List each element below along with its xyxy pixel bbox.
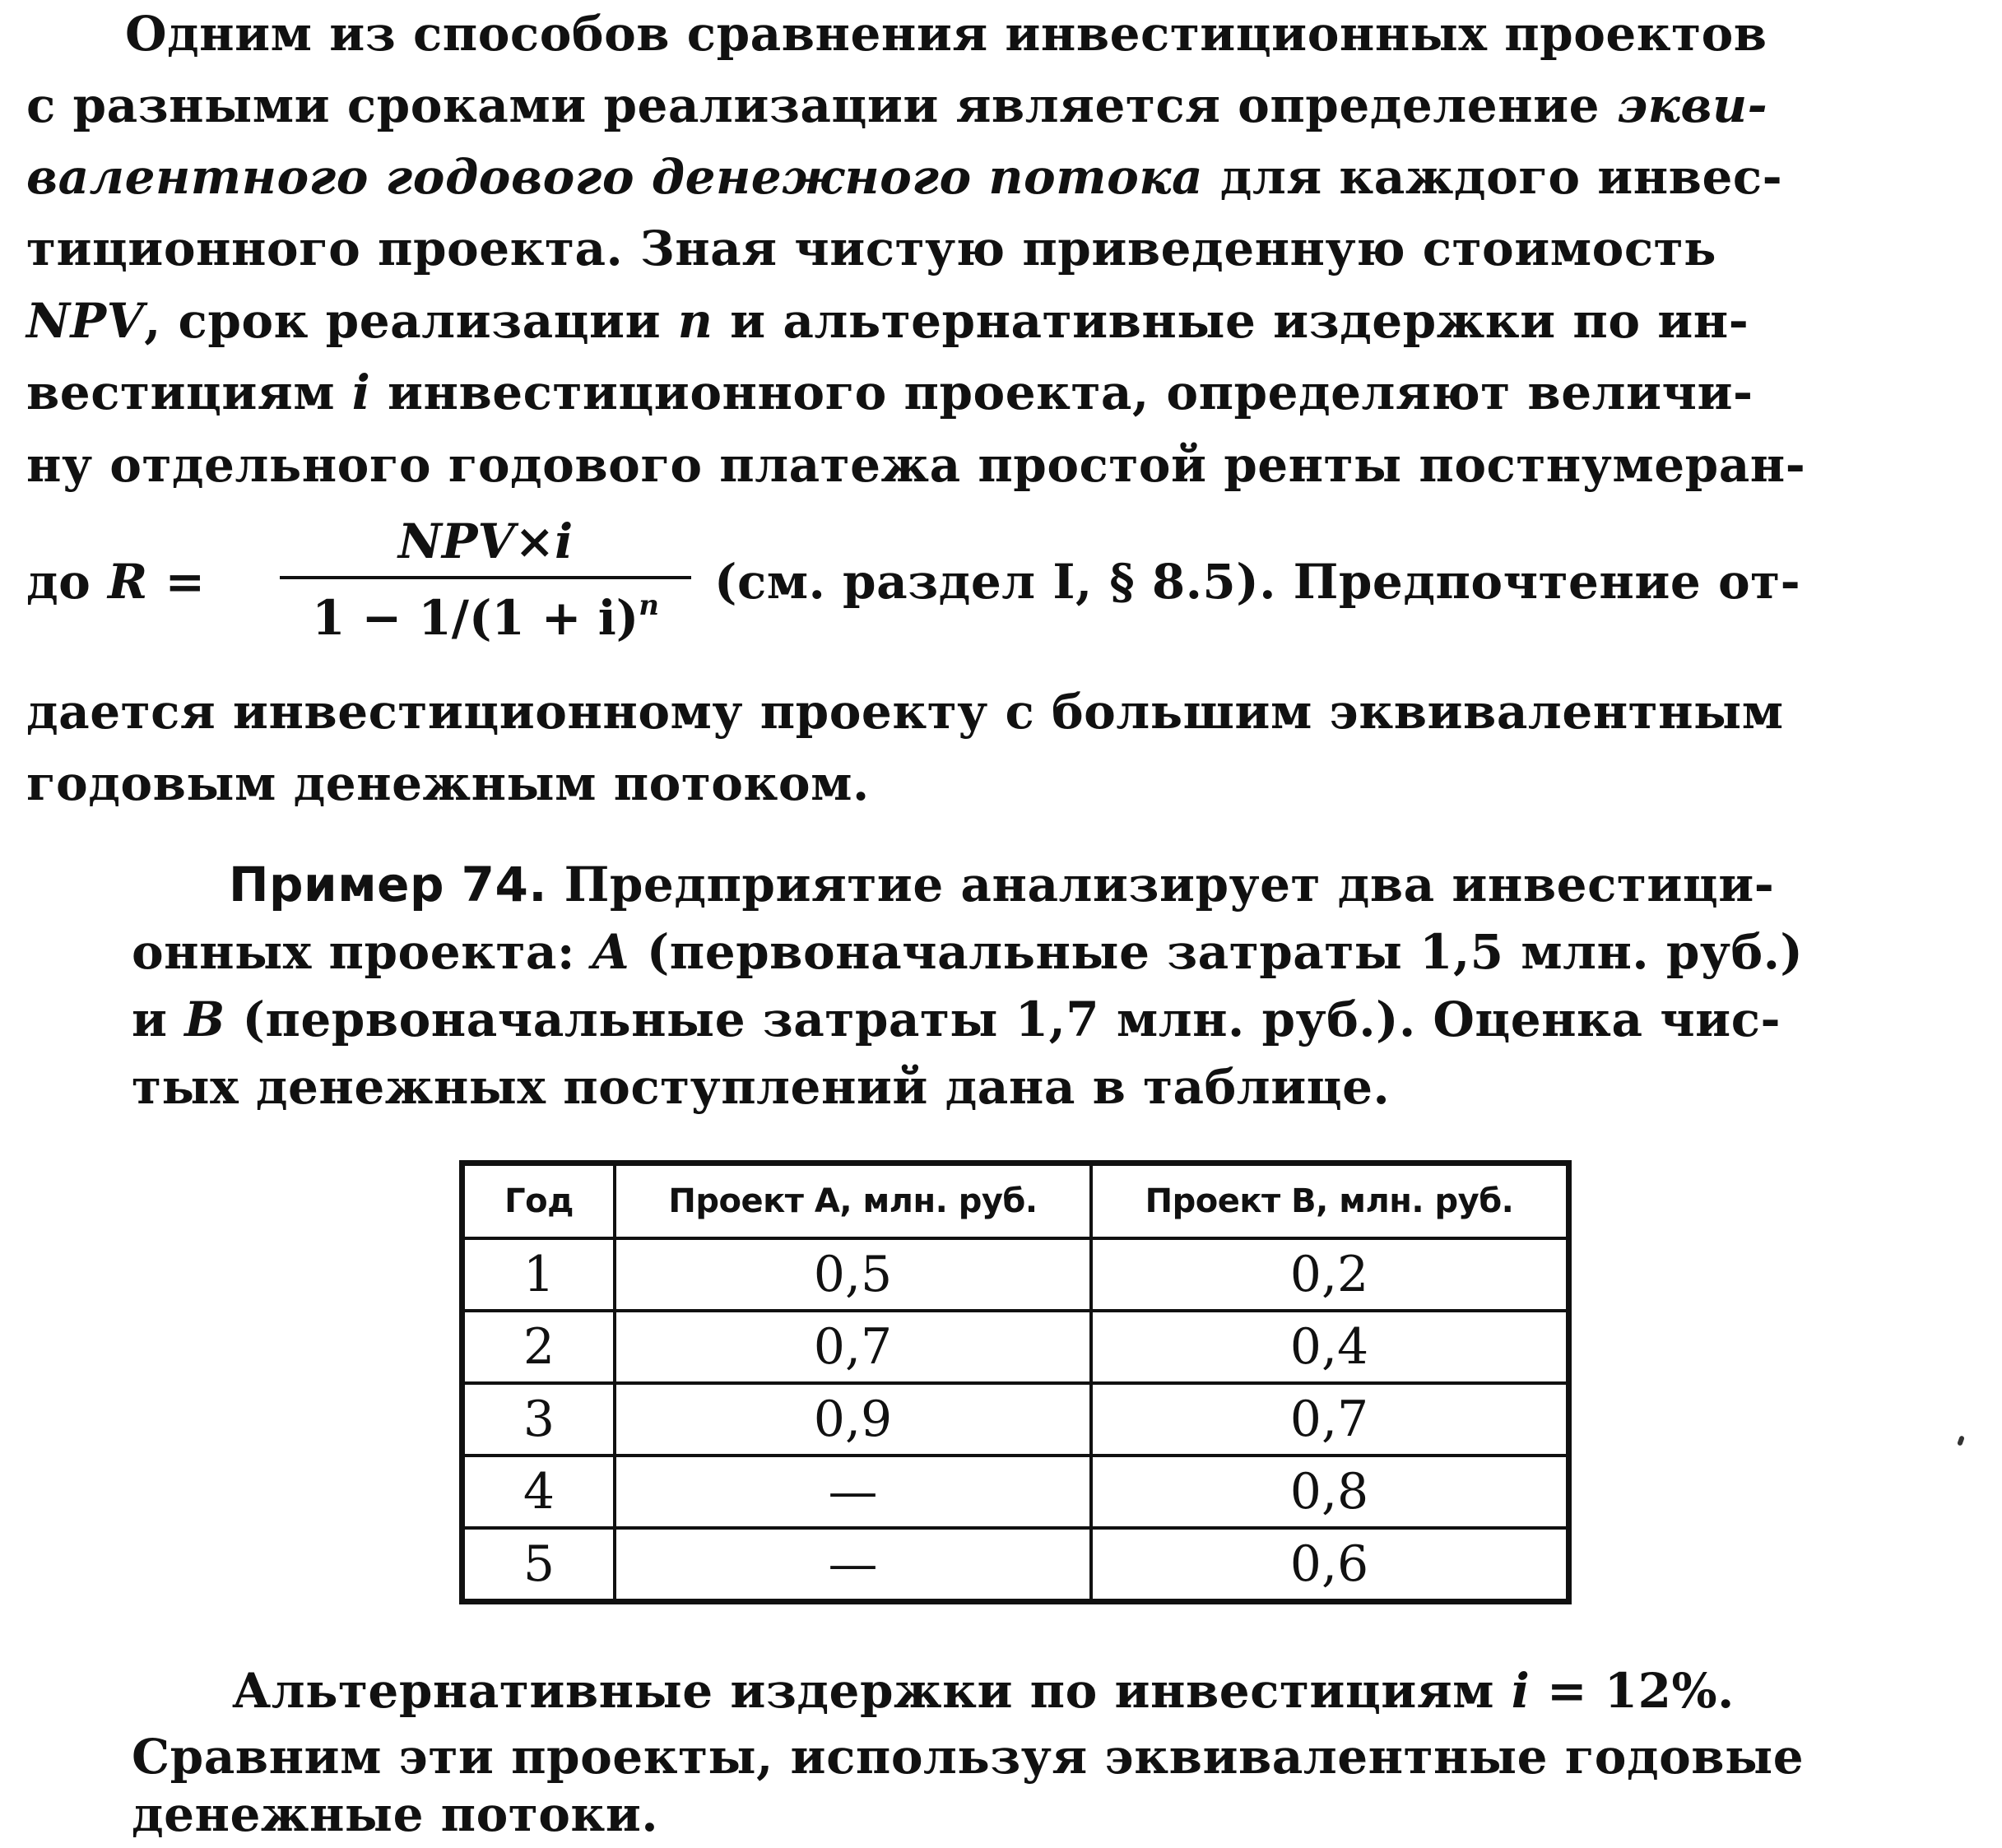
cell-project-b: 0,8 <box>1091 1456 1569 1528</box>
text-line: (см. раздел I, § 8.5). Предпочтение от- <box>714 554 1801 610</box>
table-row <box>462 1238 1569 1311</box>
cell-project-a: 0,9 <box>615 1383 1091 1456</box>
text-line: вестициям i инвестиционного проекта, определяют величи- <box>26 364 1753 420</box>
cell-year: 4 <box>462 1456 615 1528</box>
project-b-symbol: B <box>184 991 225 1047</box>
cell-year: 2 <box>462 1311 615 1383</box>
text-line: дается инвестиционному проекту с большим эквивалентным <box>26 684 1784 740</box>
n-symbol: n <box>677 293 713 349</box>
text-line: и B (первоначальные затраты 1,7 млн. руб.). Оценка чис- <box>132 991 1781 1047</box>
cash-flow-table <box>459 1160 1572 1604</box>
example-label: Пример 74. <box>229 857 547 912</box>
text-line: NPV, срок реализации n и альтернативные издержки по ин- <box>26 293 1749 349</box>
cell-project-a: 0,5 <box>615 1238 1091 1311</box>
text-line: валентного годового денежного потока для каждого инвес- <box>26 149 1783 205</box>
text-line: онных проекта: A (первоначальные затраты 1,5 млн. руб.) <box>132 924 1804 980</box>
emphasis-term: экви- <box>1616 77 1768 133</box>
formula-denominator: $1 - 1/(1 + i)^n$ <box>312 589 659 646</box>
emphasis-term: валентного годового денежного потока <box>26 149 1204 205</box>
text-line: ну отдельного годового платежа простой ренты постнумеран- <box>26 437 1806 493</box>
header-project-b: Проект В, млн. руб. <box>1091 1163 1569 1239</box>
i-symbol: i <box>351 364 371 420</box>
cell-project-a: — <box>615 1528 1091 1602</box>
cell-project-a: — <box>615 1456 1091 1528</box>
text-line: Сравним эти проекты, используя эквивалентные годовые <box>132 1729 1805 1785</box>
cell-year: 3 <box>462 1383 615 1456</box>
cell-project-b: 0,2 <box>1091 1238 1569 1311</box>
cell-project-a: 0,7 <box>615 1311 1091 1383</box>
cell-year: 5 <box>462 1528 615 1602</box>
header-year: Год <box>462 1163 615 1239</box>
text-line: Одним из способов сравнения инвестиционных проектов <box>125 6 1767 62</box>
project-a-symbol: A <box>592 924 630 980</box>
formula-line-prefix: до R = <box>26 554 206 610</box>
cell-project-b: 0,4 <box>1091 1311 1569 1383</box>
table-row <box>462 1383 1569 1456</box>
r-symbol: R <box>108 554 148 610</box>
text-line: с разными сроками реализации является определение экви- <box>26 77 1768 133</box>
formula-numerator: NPV×i <box>397 513 574 569</box>
cell-project-b: 0,7 <box>1091 1383 1569 1456</box>
cell-project-b: 0,6 <box>1091 1528 1569 1602</box>
table-header-row <box>462 1163 1569 1239</box>
cell-year: 1 <box>462 1238 615 1311</box>
table-row <box>462 1311 1569 1383</box>
npv-symbol: NPV <box>26 293 145 349</box>
text-line: Пример 74. Предприятие анализирует два инвестици- <box>229 857 1775 912</box>
i-symbol: i <box>1511 1663 1531 1719</box>
text-line: денежные потоки. <box>132 1786 659 1842</box>
text-line: годовым денежным потоком. <box>26 755 870 811</box>
table-row <box>462 1456 1569 1528</box>
header-project-a: Проект А, млн. руб. <box>615 1163 1091 1239</box>
text-line: тых денежных поступлений дана в таблице. <box>132 1059 1391 1115</box>
stray-mark <box>1957 1435 1965 1446</box>
table-row <box>462 1528 1569 1602</box>
text-line: Альтернативные издержки по инвестициям i = 12%. <box>232 1663 1735 1719</box>
text-line: тиционного проекта. Зная чистую приведенную стоимость <box>26 221 1716 276</box>
fraction-bar <box>280 576 691 579</box>
